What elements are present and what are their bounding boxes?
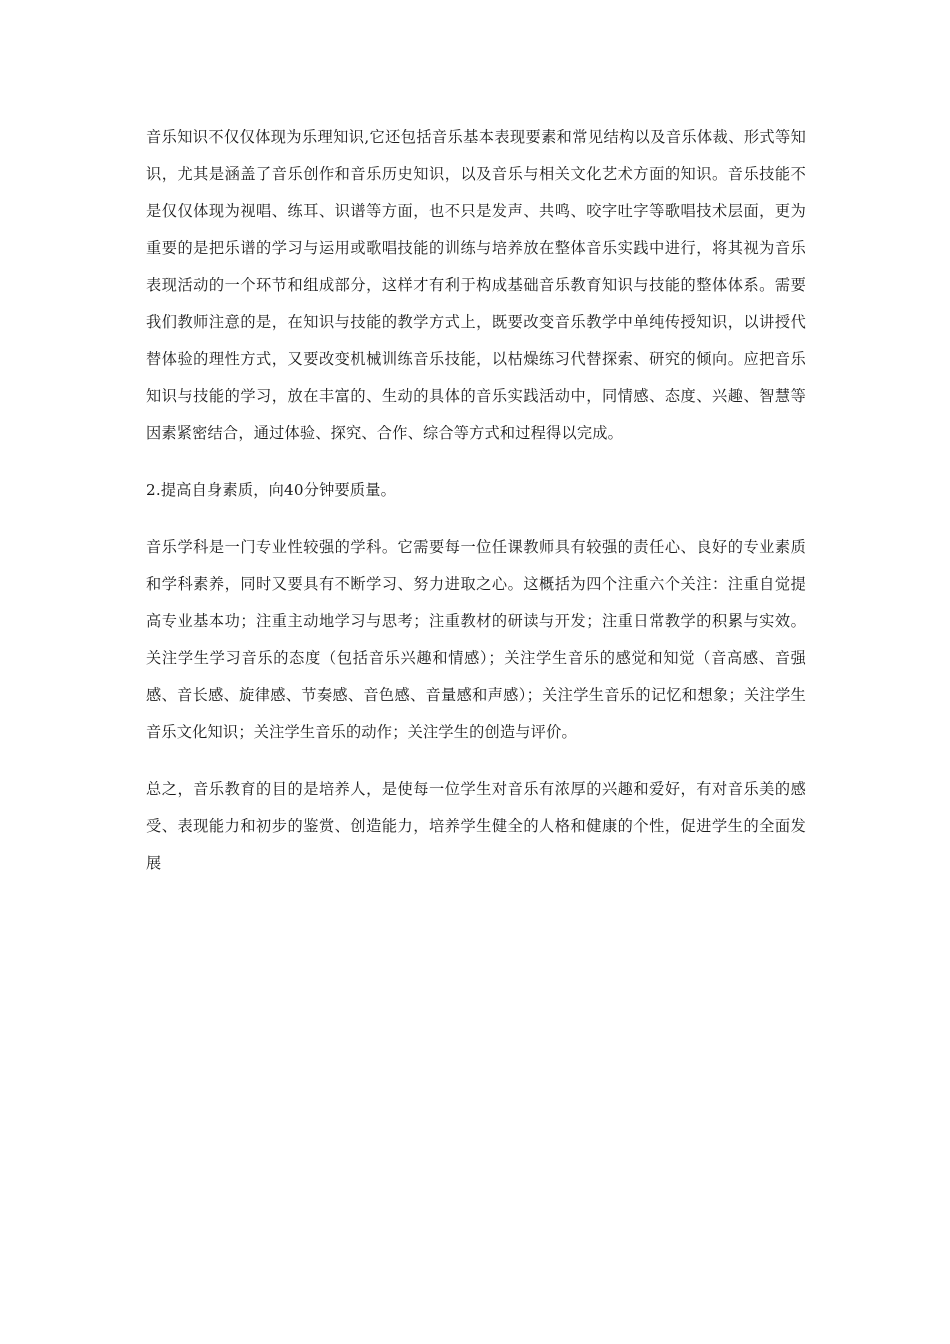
paragraph-conclusion: 总之，音乐教育的目的是培养人，是使每一位学生对音乐有浓厚的兴趣和爱好，有对音乐美的感受、表现能力和初步的鉴赏、创造能力，培养学生健全的人格和健康的个性，促进学生的全面发展 bbox=[146, 780, 806, 872]
paragraph-teacher-quality: 音乐学科是一门专业性较强的学科。它需要每一位任课教师具有较强的责任心、良好的专业素质和学科素养，同时又要具有不断学习、努力进取之心。这概括为四个注重六个关注：注重自觉提高专业基本功；注重主动地学习与思考；注重教材的研读与开发；注重日常教学的积累与实效。关注学生学习音乐的态度（包括音乐兴趣和情感）；关注学生音乐的感觉和知觉（音高感、音强感、音长感、旋律感、节奏感、音色感、音量感和声感）；关注学生音乐的记忆和想象；关注学生音乐文化知识；关注学生音乐的动作；关注学生的创造与评价。 bbox=[146, 538, 806, 741]
paragraph-music-knowledge-skills: 音乐知识不仅仅体现为乐理知识,它还包括音乐基本表现要素和常见结构以及音乐体裁、形式等知识，尤其是涵盖了音乐创作和音乐历史知识，以及音乐与相关文化艺术方面的知识。音乐技能不是仅仅体现为视唱、练耳、识谱等方面，也不只是发声、共鸣、咬字吐字等歌唱技术层面，更为重要的是把乐谱的学习与运用或歌唱技能的训练与培养放在整体音乐实践中进行，将其视为音乐表现活动的一个环节和组成部分，这样才有利于构成基础音乐教育知识与技能的整体体系。需要我们教师注意的是，在知识与技能的教学方式上，既要改变音乐教学中单纯传授知识，以讲授代替体验的理性方式，又要改变机械训练音乐技能，以枯燥练习代替探索、研究的倾向。应把音乐知识与技能的学习，放在丰富的、生动的具体的音乐实践活动中，同情感、态度、兴趣、智慧等因素紧密结合，通过体验、探究、合作、综合等方式和过程得以完成。 bbox=[146, 128, 806, 442]
document-page bbox=[146, 119, 806, 882]
paragraph-section-heading: 2.提高自身素质，向40分钟要质量。 bbox=[146, 481, 397, 499]
